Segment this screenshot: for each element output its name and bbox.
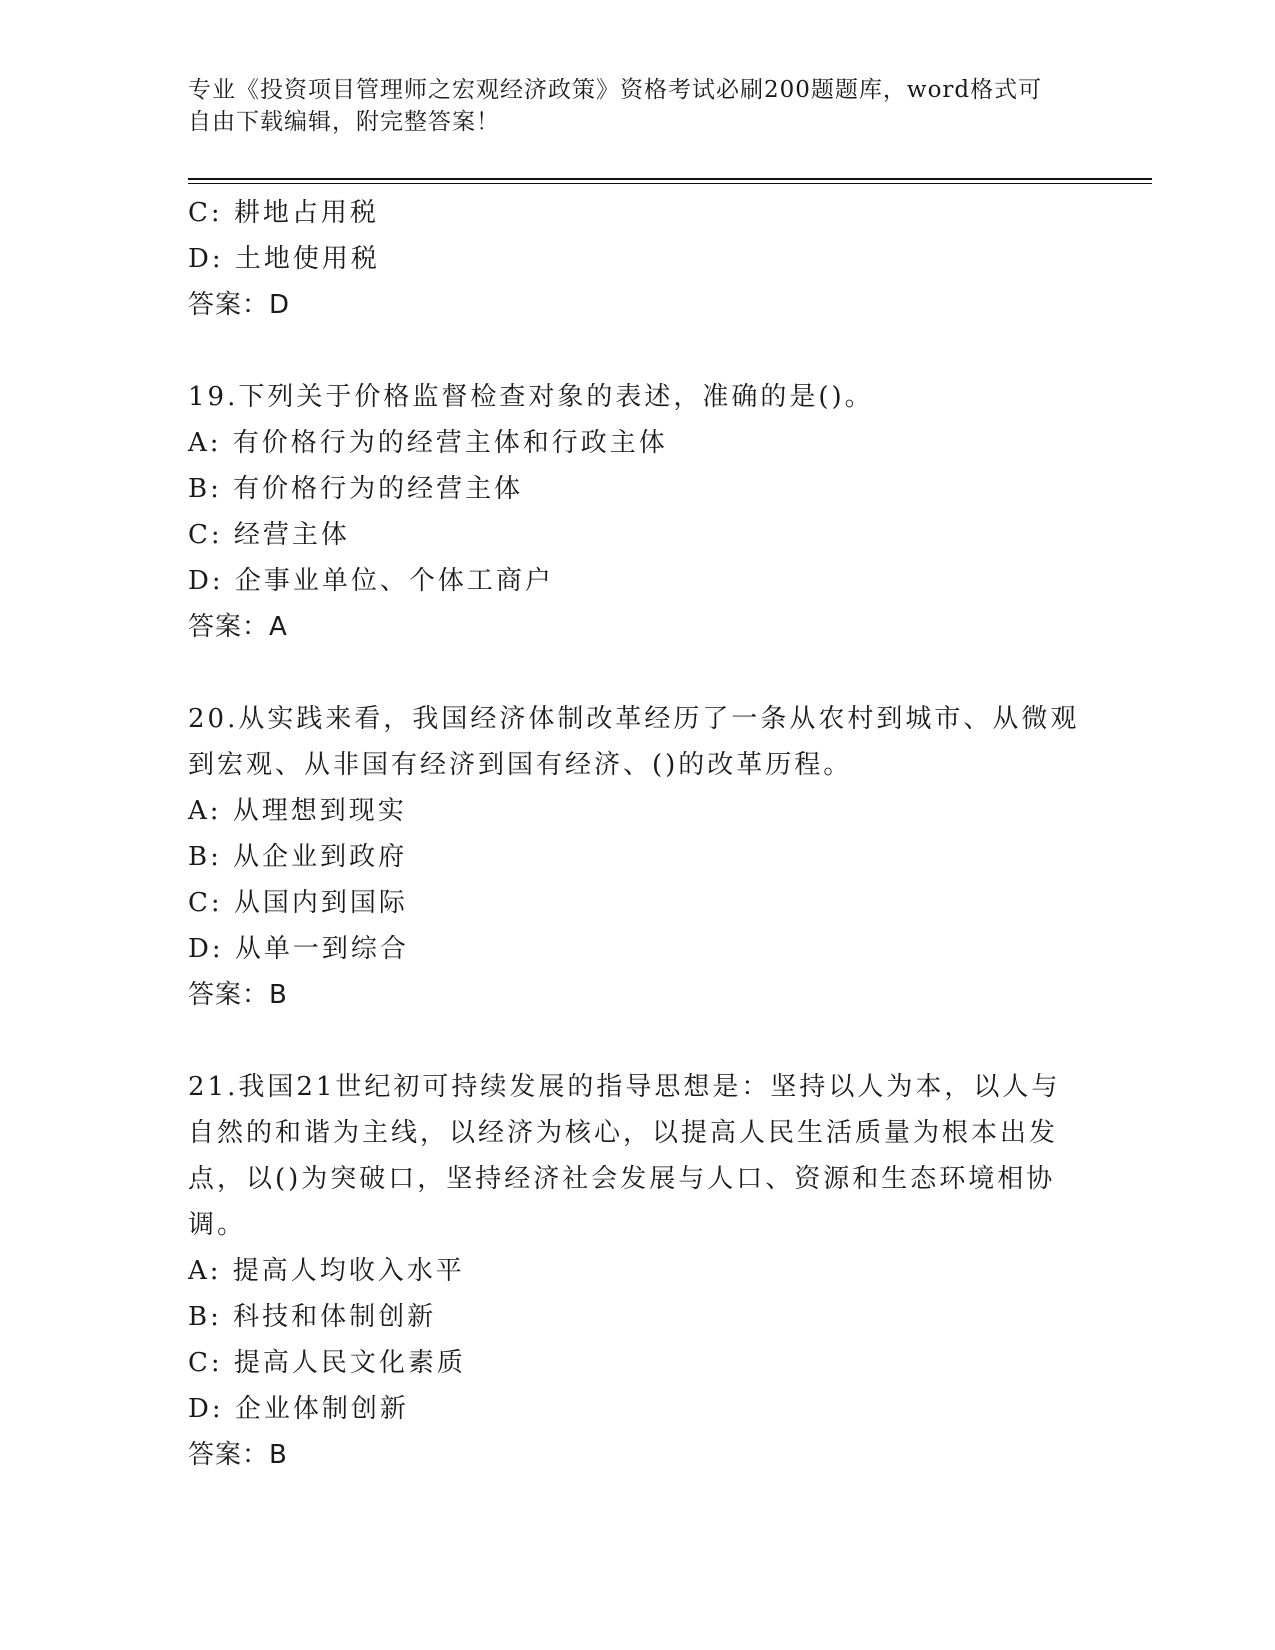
q19-option-a: A: 有价格行为的经营主体和行政主体: [188, 428, 668, 458]
question-list: [188, 190, 1088, 1478]
q21-answer: 答案：B: [188, 1440, 288, 1470]
spacer: [188, 650, 1088, 696]
q20-option-c: C: 从国内到国际: [188, 888, 408, 918]
spacer: [188, 1018, 1088, 1064]
q21-stem-line-1: 21.我国21世纪初可持续发展的指导思想是：坚持以人为本，以人与: [188, 1072, 1061, 1102]
header-divider-thick: [188, 178, 1152, 180]
header-line-2: 自由下载编辑，附完整答案！: [188, 109, 500, 135]
q19-stem: 19.下列关于价格监督检查对象的表述，准确的是()。: [188, 382, 874, 412]
q20-stem-line-2: 到宏观、从非国有经济到国有经济、()的改革历程。: [188, 750, 853, 780]
q21-option-a: A: 提高人均收入水平: [188, 1256, 465, 1286]
q21-stem-line-3: 点，以()为突破口，坚持经济社会发展与人口、资源和生态环境相协: [188, 1164, 1056, 1194]
q20-answer: 答案：B: [188, 980, 288, 1010]
q21-stem-line-4: 调。: [188, 1210, 247, 1240]
spacer: [188, 328, 1088, 374]
q21-option-d: D: 企业体制创新: [188, 1394, 409, 1424]
prev-option-c: C: 耕地占用税: [188, 198, 379, 228]
prev-option-d: D: 土地使用税: [188, 244, 380, 274]
q21-option-b: B: 科技和体制创新: [188, 1302, 437, 1332]
header-divider-thin: [188, 183, 1152, 184]
header-line-1: 专业《投资项目管理师之宏观经济政策》资格考试必刷200题题库，word格式可: [188, 77, 1043, 103]
q19-answer: 答案：A: [188, 612, 288, 642]
q21-stem-line-2: 自然的和谐为主线，以经济为核心，以提高人民生活质量为根本出发: [188, 1118, 1059, 1148]
document-header: [188, 74, 1068, 138]
prev-answer: 答案：D: [188, 290, 291, 320]
q20-option-a: A: 从理想到现实: [188, 796, 407, 826]
q19-option-b: B: 有价格行为的经营主体: [188, 474, 524, 504]
q20-stem-line-1: 20.从实践来看，我国经济体制改革经历了一条从农村到城市、从微观: [188, 704, 1080, 734]
q19-option-c: C: 经营主体: [188, 520, 350, 550]
q20-option-b: B: 从企业到政府: [188, 842, 408, 872]
q21-option-c: C: 提高人民文化素质: [188, 1348, 466, 1378]
q19-option-d: D: 企事业单位、个体工商户: [188, 566, 554, 596]
q20-option-d: D: 从单一到综合: [188, 934, 409, 964]
